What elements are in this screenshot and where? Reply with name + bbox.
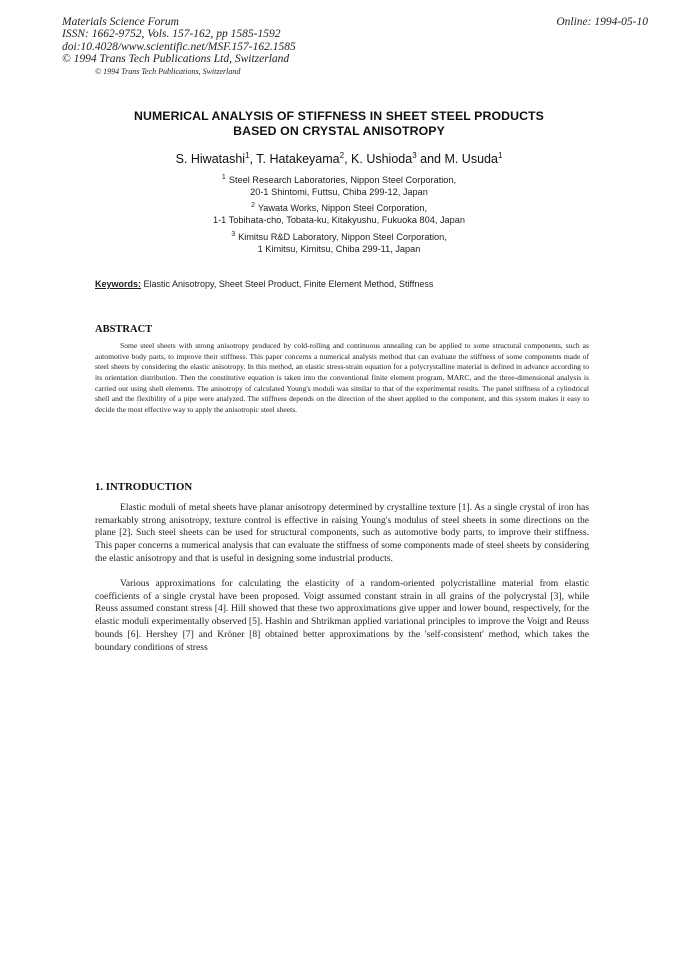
section-heading-introduction: 1. INTRODUCTION [95, 481, 193, 493]
abstract-heading: ABSTRACT [95, 324, 153, 335]
affiliation-1 [0, 172, 678, 198]
affiliation-line: Steel Research Laboratories, Nippon Steel Corporation, [228, 175, 457, 185]
keywords-line [95, 279, 433, 289]
affiliation-number: 3 [231, 231, 236, 238]
intro-paragraph-1: Elastic moduli of metal sheets have planar anisotropy determined by crystalline texture [1]. As a single crystal of iron has remarkably strong anisotropy, texture control is effective in raising Young's modulus of steel sheets in some directions on the plane [2]. Such steel sheets can be used for structural components, such as automotive body parts, to improve their stiffness. This paper concerns a numerical analysis that can evaluate the stiffness of some components made of steel sheets by considering the elastic anisotropy and that is useful in designing some industrial products. [95, 502, 589, 564]
affiliation-2 [0, 200, 678, 226]
author-name: M. Usuda [444, 152, 498, 166]
affiliation-line: Kimitsu R&D Laboratory, Nippon Steel Corporation, [238, 232, 447, 242]
journal-name: Materials Science Forum [62, 16, 179, 28]
paper-title [0, 109, 678, 139]
publisher-line: © 1994 Trans Tech Publications Ltd, Switzerland [62, 52, 290, 65]
title-line-1: NUMERICAL ANALYSIS OF STIFFNESS IN SHEET STEEL PRODUCTS [134, 109, 544, 123]
affiliation-line: Yawata Works, Nippon Steel Corporation, [257, 203, 428, 213]
keywords-label: Keywords: [95, 279, 142, 289]
abstract-text: Some steel sheets with strong anisotropy produced by cold-rolling and continuous annealing can be applied to some structural components, such as automotive body parts, to improve their stiffness. This paper concerns a numerical analysis method that can evaluate the stiffness of some components made of steel sheets by considering the elastic anisotropy. In this method, an elastic stress-strain equation for a polycrystalline material is defined in advance according to its orientation distribution. Then the constitutive equation is taken into the conventional finite element program, MARC, and the three-dimensional analysis is carried out using shell elements. The anisotropy of calculated Young's moduli was similar to that of the experimental results. The panel stiffness of a cylindrical shell and the flexibility of a pipe were analyzed. The stiffness depends on the direction of the sheet applied to the component, and this system makes it easy to decide the most effective way to apply the anisotropic steel sheets. [95, 341, 589, 414]
author-affil-mark: 1 [497, 151, 503, 160]
author-list [0, 151, 678, 166]
keywords-text: Elastic Anisotropy, Sheet Steel Product, Finite Element Method, Stiffness [141, 279, 434, 289]
author-affil-mark: 2 [339, 151, 345, 160]
author-name: S. Hiwatashi [175, 152, 246, 166]
online-date: Online: 1994-05-10 [556, 16, 648, 28]
journal-header [62, 16, 296, 65]
author-separator: , [249, 152, 257, 166]
affiliation-address: 1 Kimitsu, Kimitsu, Chiba 299-11, Japan [257, 243, 421, 254]
author-name: K. Ushioda [351, 152, 413, 166]
intro-paragraph-2: Various approximations for calculating the elasticity of a random-oriented polycristalline material from elastic coefficients of a single crystal have been proposed. Voigt assumed constant strain in all grains of the polycrystal [3], while Reuss assumed constant stress [4]. Hill showed that these two approximations give upper and lower bound, respectively, for the elastic moduli experimentally observed [5]. Hashin and Shtrikman applied variational principles to improve the Voigt and Reuss bounds [6]. Hershey [7] and Kröner [8] obtained better approximations by the 'self-consistent' method, which takes the boundary conditions of stress [95, 578, 589, 653]
title-line-2: BASED ON CRYSTAL ANISOTROPY [233, 124, 445, 138]
affiliation-3 [0, 229, 678, 255]
affiliation-number: 2 [250, 202, 255, 209]
author-affil-mark: 3 [412, 151, 417, 160]
affiliation-address: 1-1 Tobihata-cho, Tobata-ku, Kitakyushu, Fukuoka 804, Japan [213, 214, 465, 225]
issn-line: ISSN: 1662-9752, Vols. 157-162, pp 1585-1592 [62, 28, 281, 41]
copyright-notice: © 1994 Trans Tech Publications, Switzerland [95, 67, 241, 76]
affiliation-number: 1 [221, 174, 226, 181]
author-name: T. Hatakeyama [256, 152, 340, 166]
author-affil-mark: 1 [245, 151, 250, 160]
affiliation-address: 20-1 Shintomi, Futtsu, Chiba 299-12, Japan [250, 186, 428, 197]
doi-line: doi:10.4028/www.scientific.net/MSF.157-162.1585 [62, 40, 296, 53]
author-separator: , [344, 152, 352, 166]
author-separator: and [416, 152, 445, 166]
